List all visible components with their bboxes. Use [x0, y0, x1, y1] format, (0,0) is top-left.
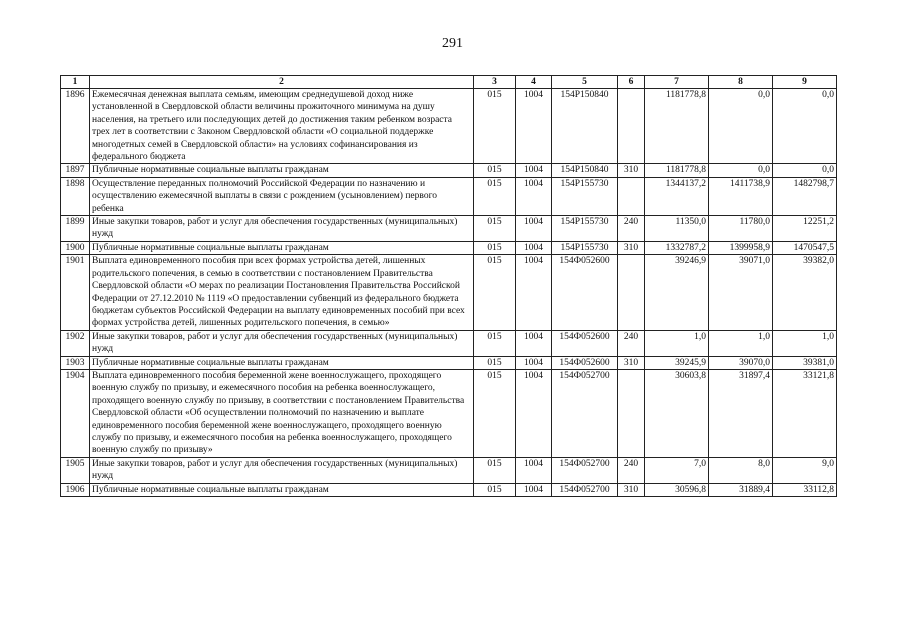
- expense-type-code: 310: [618, 241, 645, 254]
- amount-col-8: 39071,0: [709, 255, 773, 330]
- ministry-code: 015: [474, 177, 516, 215]
- row-number: 1906: [61, 483, 90, 496]
- row-number: 1903: [61, 356, 90, 369]
- section-code: 1004: [516, 89, 552, 164]
- target-article-code: 154Ф052700: [552, 483, 618, 496]
- ministry-code: 015: [474, 164, 516, 177]
- amount-col-7: 11350,0: [645, 216, 709, 242]
- amount-col-9: 33112,8: [773, 483, 837, 496]
- amount-col-9: 39381,0: [773, 356, 837, 369]
- amount-col-7: 1344137,2: [645, 177, 709, 215]
- expense-type-code: 240: [618, 330, 645, 356]
- row-description: Публичные нормативные социальные выплаты гражданам: [90, 356, 474, 369]
- table-row: [61, 356, 837, 369]
- expense-type-code: 310: [618, 164, 645, 177]
- target-article-code: 154P150840: [552, 89, 618, 164]
- table-row: [61, 483, 837, 496]
- expense-type-code: 310: [618, 483, 645, 496]
- row-number: 1899: [61, 216, 90, 242]
- table-row: [61, 241, 837, 254]
- row-number: 1898: [61, 177, 90, 215]
- row-description: Ежемесячная денежная выплата семьям, имеющим среднедушевой доход ниже установленной в Свердловской области величины прожиточного минимума на душу населения, на третьего или последующих детей до достижения таким ребенком возраста трех лет в соответствии с Законом Свердловской области «О социальной поддержке многодетных семей в Свердловской области» на условиях софинансирования из федерального бюджета: [90, 89, 474, 164]
- row-number: 1901: [61, 255, 90, 330]
- amount-col-9: 33121,8: [773, 369, 837, 457]
- amount-col-9: 12251,2: [773, 216, 837, 242]
- table-body: [61, 89, 837, 497]
- ministry-code: 015: [474, 369, 516, 457]
- row-description: Публичные нормативные социальные выплаты гражданам: [90, 241, 474, 254]
- section-code: 1004: [516, 216, 552, 242]
- amount-col-7: 39246,9: [645, 255, 709, 330]
- row-number: 1896: [61, 89, 90, 164]
- section-code: 1004: [516, 330, 552, 356]
- column-header-7: 7: [645, 76, 709, 89]
- expense-type-code: [618, 177, 645, 215]
- target-article-code: 154Ф052700: [552, 457, 618, 483]
- page-number: 291: [442, 36, 463, 51]
- target-article-code: 154Ф052600: [552, 255, 618, 330]
- amount-col-8: 31897,4: [709, 369, 773, 457]
- column-header-4: 4: [516, 76, 552, 89]
- ministry-code: 015: [474, 216, 516, 242]
- table-row: [61, 457, 837, 483]
- amount-col-8: 39070,0: [709, 356, 773, 369]
- amount-col-9: 1470547,5: [773, 241, 837, 254]
- target-article-code: 154Ф052600: [552, 330, 618, 356]
- target-article-code: 154P155730: [552, 216, 618, 242]
- ministry-code: 015: [474, 241, 516, 254]
- expense-type-code: 240: [618, 457, 645, 483]
- amount-col-7: 30596,8: [645, 483, 709, 496]
- table-row: [61, 255, 837, 330]
- section-code: 1004: [516, 164, 552, 177]
- section-code: 1004: [516, 241, 552, 254]
- amount-col-7: 1332787,2: [645, 241, 709, 254]
- table-row: [61, 330, 837, 356]
- amount-col-8: 0,0: [709, 164, 773, 177]
- amount-col-8: 1,0: [709, 330, 773, 356]
- amount-col-8: 0,0: [709, 89, 773, 164]
- column-header-8: 8: [709, 76, 773, 89]
- table-row: [61, 164, 837, 177]
- budget-table: [60, 75, 837, 497]
- row-description: Публичные нормативные социальные выплаты гражданам: [90, 483, 474, 496]
- row-description: Выплата единовременного пособия беременной жене военнослужащего, проходящего военную службу по призыву, и ежемесячного пособия на ребенка военнослужащего, проходящего военную службу по призыву, в соответствии с постановлением Правительства Свердловской области «Об осуществлении полномочий по назначению и выплате единовременного пособия беременной жене военнослужащего, проходящего военную службу по призыву, и ежемесячного пособия на ребенка военнослужащего, проходящего военную службу по призыву»: [90, 369, 474, 457]
- section-code: 1004: [516, 457, 552, 483]
- section-code: 1004: [516, 356, 552, 369]
- amount-col-7: 1181778,8: [645, 89, 709, 164]
- row-description: Осуществление переданных полномочий Российской Федерации по назначению и осуществлению ежемесячной выплаты в связи с рождением (усыновлением) первого ребенка: [90, 177, 474, 215]
- column-header-1: 1: [61, 76, 90, 89]
- ministry-code: 015: [474, 457, 516, 483]
- section-code: 1004: [516, 255, 552, 330]
- amount-col-8: 1399958,9: [709, 241, 773, 254]
- row-number: 1900: [61, 241, 90, 254]
- column-header-3: 3: [474, 76, 516, 89]
- row-description: Иные закупки товаров, работ и услуг для обеспечения государственных (муниципальных) нужд: [90, 457, 474, 483]
- target-article-code: 154Ф052700: [552, 369, 618, 457]
- amount-col-8: 31889,4: [709, 483, 773, 496]
- amount-col-8: 8,0: [709, 457, 773, 483]
- amount-col-8: 1411738,9: [709, 177, 773, 215]
- expense-type-code: 240: [618, 216, 645, 242]
- column-header-2: 2: [90, 76, 474, 89]
- target-article-code: 154P155730: [552, 241, 618, 254]
- section-code: 1004: [516, 369, 552, 457]
- expense-type-code: [618, 369, 645, 457]
- column-header-6: 6: [618, 76, 645, 89]
- amount-col-9: 0,0: [773, 89, 837, 164]
- amount-col-7: 30603,8: [645, 369, 709, 457]
- amount-col-7: 7,0: [645, 457, 709, 483]
- row-description: Публичные нормативные социальные выплаты гражданам: [90, 164, 474, 177]
- table-header: [61, 76, 837, 89]
- row-number: 1905: [61, 457, 90, 483]
- amount-col-9: 1,0: [773, 330, 837, 356]
- amount-col-9: 0,0: [773, 164, 837, 177]
- column-header-5: 5: [552, 76, 618, 89]
- row-number: 1897: [61, 164, 90, 177]
- table-row: [61, 216, 837, 242]
- ministry-code: 015: [474, 255, 516, 330]
- expense-type-code: 310: [618, 356, 645, 369]
- amount-col-7: 39245,9: [645, 356, 709, 369]
- amount-col-7: 1,0: [645, 330, 709, 356]
- expense-type-code: [618, 89, 645, 164]
- column-header-9: 9: [773, 76, 837, 89]
- amount-col-9: 1482798,7: [773, 177, 837, 215]
- expense-type-code: [618, 255, 645, 330]
- header-row: [61, 76, 837, 89]
- ministry-code: 015: [474, 356, 516, 369]
- row-description: Выплата единовременного пособия при всех формах устройства детей, лишенных родительского попечения, в семью в соответствии с постановлением Правительства Свердловской области «О мерах по реализации Постановления Правительства Российской Федерации от 27.12.2010 № 1119 «О предоставлении субвенций из федерального бюджета бюджетам субъектов Российской Федерации на выплату единовременных пособий при всех формах устройства детей, лишенных родительского попечения, в семью»: [90, 255, 474, 330]
- ministry-code: 015: [474, 89, 516, 164]
- amount-col-9: 39382,0: [773, 255, 837, 330]
- section-code: 1004: [516, 483, 552, 496]
- table-row: [61, 177, 837, 215]
- row-number: 1904: [61, 369, 90, 457]
- ministry-code: 015: [474, 483, 516, 496]
- amount-col-8: 11780,0: [709, 216, 773, 242]
- amount-col-9: 9,0: [773, 457, 837, 483]
- table-row: [61, 369, 837, 457]
- target-article-code: 154P150840: [552, 164, 618, 177]
- ministry-code: 015: [474, 330, 516, 356]
- row-description: Иные закупки товаров, работ и услуг для обеспечения государственных (муниципальных) нужд: [90, 330, 474, 356]
- target-article-code: 154P155730: [552, 177, 618, 215]
- amount-col-7: 1181778,8: [645, 164, 709, 177]
- target-article-code: 154Ф052600: [552, 356, 618, 369]
- row-number: 1902: [61, 330, 90, 356]
- section-code: 1004: [516, 177, 552, 215]
- row-description: Иные закупки товаров, работ и услуг для обеспечения государственных (муниципальных) нужд: [90, 216, 474, 242]
- table-row: [61, 89, 837, 164]
